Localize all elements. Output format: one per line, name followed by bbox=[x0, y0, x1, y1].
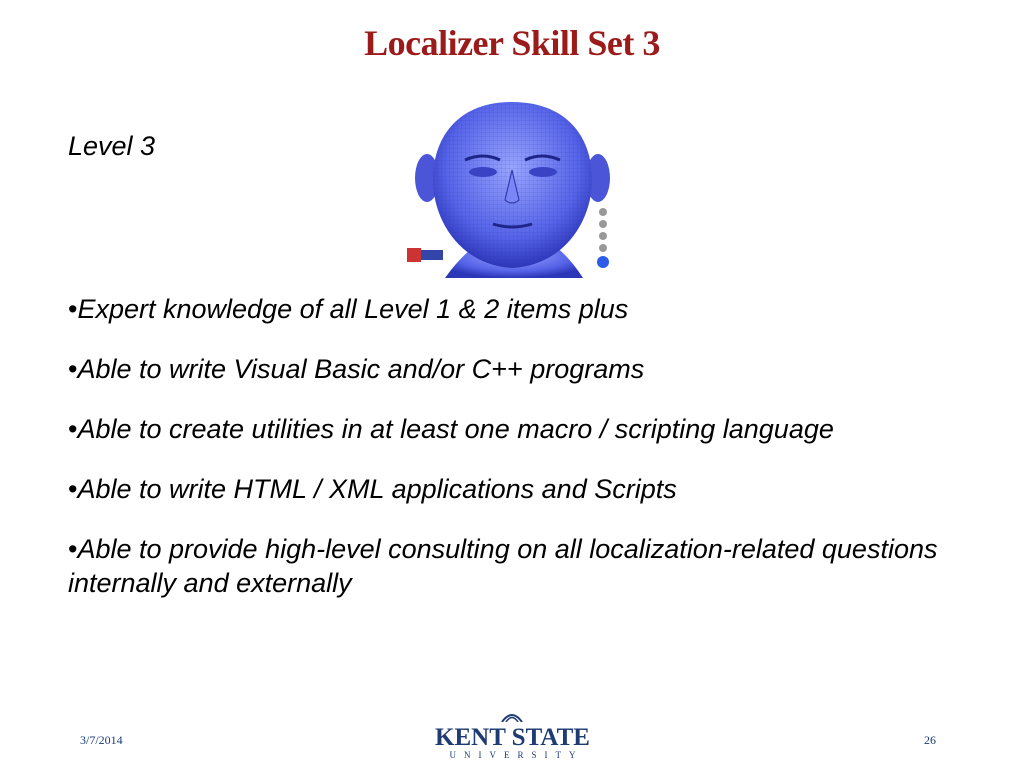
footer-date: 3/7/2014 bbox=[80, 733, 123, 747]
bullet-list bbox=[68, 292, 948, 626]
head-wireframe-image bbox=[405, 100, 620, 278]
list-item: •Able to write HTML / XML applications and Scripts bbox=[68, 474, 677, 504]
list-item: •Able to provide high-level consulting on all localization-related questions internally and externally bbox=[68, 534, 938, 598]
list-item: •Able to write Visual Basic and/or C++ programs bbox=[68, 354, 645, 384]
slide-title: Localizer Skill Set 3 bbox=[364, 23, 660, 63]
logo-subtitle: UNIVERSITY bbox=[449, 750, 584, 760]
list-item: •Expert knowledge of all Level 1 & 2 items plus bbox=[68, 294, 629, 324]
university-logo bbox=[430, 710, 595, 762]
logo-name: KENT STATE bbox=[435, 724, 590, 751]
page-number: 26 bbox=[924, 733, 936, 747]
logo-emblem-icon bbox=[500, 710, 524, 722]
list-item: •Able to create utilities in at least one macro / scripting language bbox=[68, 414, 834, 444]
level-label: Level 3 bbox=[68, 131, 156, 161]
3d-head-wireframe-icon bbox=[405, 100, 620, 278]
